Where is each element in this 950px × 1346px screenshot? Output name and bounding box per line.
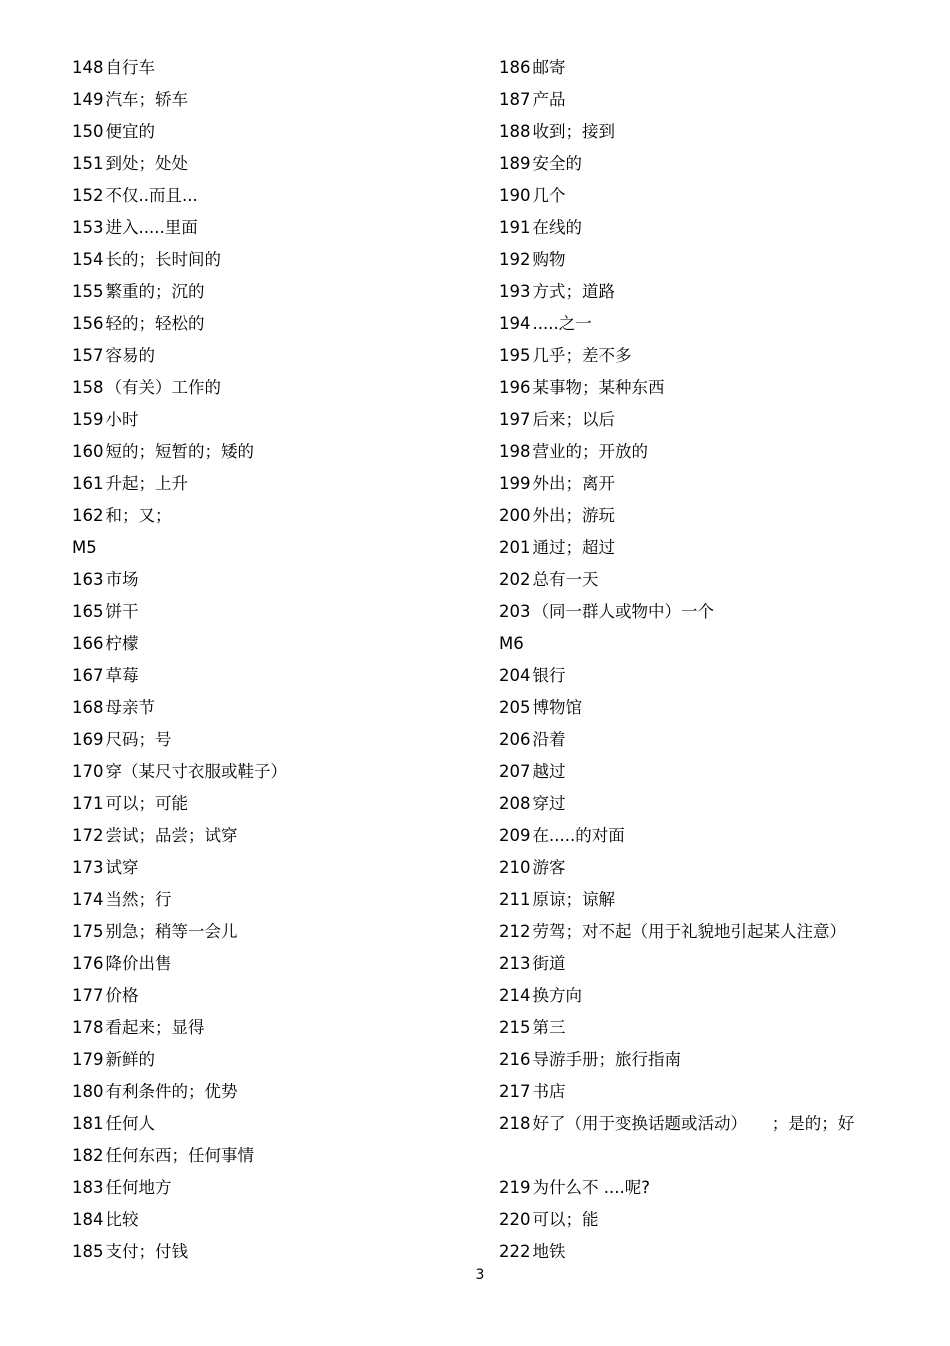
entry-meaning: 繁重的；沉的 xyxy=(105,282,205,301)
vocab-entry xyxy=(499,884,919,916)
entry-meaning: 劳驾；对不起（用于礼貌地引起某人注意） xyxy=(532,922,846,941)
vocab-entry xyxy=(72,212,472,244)
entry-number: 153 xyxy=(72,218,104,237)
vocab-entry xyxy=(72,116,472,148)
vocab-entry xyxy=(499,308,919,340)
entry-number: 160 xyxy=(72,442,104,461)
vocab-entry xyxy=(499,1204,919,1236)
entry-number: 175 xyxy=(72,922,104,941)
entry-meaning: 别急；稍等一会儿 xyxy=(105,922,238,941)
entry-meaning: 几乎；差不多 xyxy=(532,346,632,365)
entry-number: 172 xyxy=(72,826,104,845)
entry-meaning: 第三 xyxy=(532,1018,566,1037)
vocab-entry xyxy=(72,916,472,948)
entry-number: 189 xyxy=(499,154,531,173)
entry-meaning: 支付；付钱 xyxy=(105,1242,188,1261)
entry-number: 212 xyxy=(499,922,531,941)
entry-meaning: 看起来；显得 xyxy=(105,1018,205,1037)
entry-meaning: 邮寄 xyxy=(532,58,566,77)
entry-meaning: 到处；处处 xyxy=(105,154,188,173)
left-column xyxy=(72,52,472,1268)
vocab-entry xyxy=(499,820,919,852)
entry-number: 195 xyxy=(499,346,531,365)
entry-meaning: 汽车；轿车 xyxy=(105,90,188,109)
entry-meaning: 母亲节 xyxy=(105,698,155,717)
entry-meaning: 沿着 xyxy=(532,730,566,749)
entry-meaning: 几个 xyxy=(532,186,566,205)
entry-number: M5 xyxy=(72,538,97,557)
entry-meaning: 便宜的 xyxy=(105,122,155,141)
entry-meaning: 原谅；谅解 xyxy=(532,890,615,909)
entry-number: 168 xyxy=(72,698,104,717)
entry-number: 205 xyxy=(499,698,531,717)
entry-number: 218 xyxy=(499,1114,531,1133)
entry-number: 187 xyxy=(499,90,531,109)
entry-number: 162 xyxy=(72,506,104,525)
entry-number: 156 xyxy=(72,314,104,333)
entry-number: 201 xyxy=(499,538,531,557)
vocab-entry xyxy=(72,532,472,564)
entry-meaning: 草莓 xyxy=(105,666,139,685)
entry-number: 216 xyxy=(499,1050,531,1069)
entry-number: 206 xyxy=(499,730,531,749)
entry-number: 200 xyxy=(499,506,531,525)
vocab-entry xyxy=(499,1236,919,1268)
entry-number: 188 xyxy=(499,122,531,141)
entry-number: 149 xyxy=(72,90,104,109)
vocab-entry xyxy=(499,372,919,404)
entry-number: M6 xyxy=(499,634,524,653)
vocab-entry xyxy=(72,276,472,308)
vocab-entry xyxy=(499,276,919,308)
entry-meaning: 尝试；品尝；试穿 xyxy=(105,826,238,845)
vocab-entry xyxy=(499,788,919,820)
vocab-entry xyxy=(72,1076,472,1108)
entry-number: 219 xyxy=(499,1178,531,1197)
entry-number: 194 xyxy=(499,314,531,333)
entry-meaning: 营业的；开放的 xyxy=(532,442,648,461)
entry-meaning: 长的；长时间的 xyxy=(105,250,221,269)
entry-number: 183 xyxy=(72,1178,104,1197)
entry-number: 152 xyxy=(72,186,104,205)
entry-number: 178 xyxy=(72,1018,104,1037)
vocab-entry xyxy=(499,1140,919,1172)
vocab-entry xyxy=(499,52,919,84)
entry-meaning: 短的；短暂的；矮的 xyxy=(105,442,254,461)
entry-number: 173 xyxy=(72,858,104,877)
entry-number: 185 xyxy=(72,1242,104,1261)
entry-number: 158 xyxy=(72,378,104,397)
vocab-entry xyxy=(72,788,472,820)
vocab-entry xyxy=(499,916,919,948)
entry-number: 157 xyxy=(72,346,104,365)
vocab-entry xyxy=(499,148,919,180)
vocab-entry xyxy=(499,948,919,980)
entry-number: 182 xyxy=(72,1146,104,1165)
entry-number: 170 xyxy=(72,762,104,781)
vocab-entry xyxy=(72,1140,472,1172)
vocab-entry xyxy=(499,756,919,788)
entry-meaning: 产品 xyxy=(532,90,566,109)
entry-meaning: 好了（用于变换话题或活动） ；是的；好 xyxy=(532,1114,855,1133)
entry-meaning: 降价出售 xyxy=(105,954,172,973)
entry-meaning: 容易的 xyxy=(105,346,155,365)
vocab-entry xyxy=(499,852,919,884)
entry-meaning: 可以；能 xyxy=(532,1210,599,1229)
entry-number: 210 xyxy=(499,858,531,877)
entry-number: 166 xyxy=(72,634,104,653)
vocab-entry xyxy=(72,436,472,468)
vocab-entry xyxy=(72,148,472,180)
entry-meaning: 尺码；号 xyxy=(105,730,172,749)
vocab-entry xyxy=(72,852,472,884)
vocab-entry xyxy=(499,980,919,1012)
vocab-entry xyxy=(72,52,472,84)
vocab-entry xyxy=(72,1236,472,1268)
entry-meaning: 游客 xyxy=(532,858,566,877)
entry-meaning: （同一群人或物中）一个 xyxy=(532,602,714,621)
vocab-entry xyxy=(499,1012,919,1044)
vocab-entry xyxy=(499,628,919,660)
entry-number: 177 xyxy=(72,986,104,1005)
entry-number: 169 xyxy=(72,730,104,749)
entry-meaning: 任何人 xyxy=(105,1114,155,1133)
entry-meaning: 当然；行 xyxy=(105,890,172,909)
vocab-entry xyxy=(72,500,472,532)
entry-meaning: 穿过 xyxy=(532,794,566,813)
entry-number: 217 xyxy=(499,1082,531,1101)
entry-number: 179 xyxy=(72,1050,104,1069)
entry-meaning: 某事物；某种东西 xyxy=(532,378,665,397)
vocab-entry xyxy=(499,340,919,372)
entry-number: 214 xyxy=(499,986,531,1005)
entry-meaning: 价格 xyxy=(105,986,139,1005)
entry-meaning: 购物 xyxy=(532,250,566,269)
vocab-entry xyxy=(499,692,919,724)
entry-meaning: 收到；接到 xyxy=(532,122,615,141)
vocab-entry xyxy=(72,756,472,788)
entry-meaning: 方式；道路 xyxy=(532,282,615,301)
entry-number: 186 xyxy=(499,58,531,77)
entry-meaning: 换方向 xyxy=(532,986,582,1005)
entry-number: 154 xyxy=(72,250,104,269)
vocab-entry xyxy=(72,244,472,276)
entry-number: 208 xyxy=(499,794,531,813)
entry-number: 192 xyxy=(499,250,531,269)
entry-meaning: 试穿 xyxy=(105,858,139,877)
entry-number: 167 xyxy=(72,666,104,685)
entry-meaning: 为什么不 ....呢? xyxy=(532,1178,650,1197)
vocab-entry xyxy=(72,180,472,212)
vocab-entry xyxy=(499,1172,919,1204)
entry-number: 155 xyxy=(72,282,104,301)
entry-meaning: 导游手册；旅行指南 xyxy=(532,1050,681,1069)
entry-meaning: 书店 xyxy=(532,1082,566,1101)
entry-number: 215 xyxy=(499,1018,531,1037)
entry-number: 176 xyxy=(72,954,104,973)
entry-number: 161 xyxy=(72,474,104,493)
entry-meaning: 小时 xyxy=(105,410,139,429)
entry-number: 202 xyxy=(499,570,531,589)
vocab-entry xyxy=(72,404,472,436)
entry-meaning: 总有一天 xyxy=(532,570,599,589)
entry-meaning: 有利条件的；优势 xyxy=(105,1082,238,1101)
entry-number: 211 xyxy=(499,890,531,909)
entry-number: 204 xyxy=(499,666,531,685)
entry-number: 203 xyxy=(499,602,531,621)
entry-meaning: 外出；游玩 xyxy=(532,506,615,525)
entry-meaning: 不仅..而且... xyxy=(105,186,198,205)
entry-number: 196 xyxy=(499,378,531,397)
vocab-entry xyxy=(72,660,472,692)
entry-meaning: 任何地方 xyxy=(105,1178,172,1197)
entry-meaning: 任何东西；任何事情 xyxy=(105,1146,254,1165)
vocab-entry xyxy=(72,692,472,724)
entry-number: 191 xyxy=(499,218,531,237)
entry-meaning: 进入.....里面 xyxy=(105,218,198,237)
entry-meaning: 越过 xyxy=(532,762,566,781)
entry-meaning: （有关）工作的 xyxy=(105,378,221,397)
right-column xyxy=(499,52,919,1268)
entry-number: 181 xyxy=(72,1114,104,1133)
entry-meaning: 升起；上升 xyxy=(105,474,188,493)
vocab-entry xyxy=(499,436,919,468)
entry-number: 209 xyxy=(499,826,531,845)
entry-number: 165 xyxy=(72,602,104,621)
vocab-entry xyxy=(499,180,919,212)
vocab-entry xyxy=(72,820,472,852)
vocab-entry xyxy=(499,84,919,116)
vocab-entry xyxy=(499,500,919,532)
entry-meaning: .....之一 xyxy=(532,314,592,333)
vocab-entry xyxy=(72,884,472,916)
entry-meaning: 博物馆 xyxy=(532,698,582,717)
vocab-entry xyxy=(499,724,919,756)
vocab-entry xyxy=(72,596,472,628)
entry-number: 190 xyxy=(499,186,531,205)
vocab-entry xyxy=(72,1012,472,1044)
entry-meaning: 轻的；轻松的 xyxy=(105,314,205,333)
vocab-entry xyxy=(72,628,472,660)
entry-number: 171 xyxy=(72,794,104,813)
entry-meaning: 可以；可能 xyxy=(105,794,188,813)
vocab-entry xyxy=(72,1204,472,1236)
vocab-entry xyxy=(499,116,919,148)
entry-meaning: 安全的 xyxy=(532,154,582,173)
entry-number: 222 xyxy=(499,1242,531,1261)
vocab-entry xyxy=(499,564,919,596)
entry-meaning: 新鲜的 xyxy=(105,1050,155,1069)
entry-number: 180 xyxy=(72,1082,104,1101)
vocab-entry xyxy=(72,564,472,596)
entry-number: 163 xyxy=(72,570,104,589)
vocab-entry xyxy=(499,1076,919,1108)
entry-meaning: 柠檬 xyxy=(105,634,139,653)
entry-meaning: 通过；超过 xyxy=(532,538,615,557)
entry-number: 150 xyxy=(72,122,104,141)
vocab-entry xyxy=(72,84,472,116)
entry-meaning: 外出；离开 xyxy=(532,474,615,493)
entry-number: 148 xyxy=(72,58,104,77)
vocab-entry xyxy=(72,1172,472,1204)
vocab-entry xyxy=(499,532,919,564)
vocab-entry xyxy=(499,660,919,692)
vocab-entry xyxy=(72,372,472,404)
entry-meaning: 饼干 xyxy=(105,602,139,621)
entry-meaning: 在线的 xyxy=(532,218,582,237)
vocab-entry xyxy=(499,404,919,436)
vocab-entry xyxy=(72,308,472,340)
entry-number: 207 xyxy=(499,762,531,781)
entry-number: 220 xyxy=(499,1210,531,1229)
entry-meaning: 和；又； xyxy=(105,506,172,525)
entry-number: 198 xyxy=(499,442,531,461)
entry-number: 199 xyxy=(499,474,531,493)
vocab-entry xyxy=(72,1044,472,1076)
vocab-entry xyxy=(499,1108,919,1140)
entry-number: 174 xyxy=(72,890,104,909)
vocab-entry xyxy=(499,1044,919,1076)
entry-meaning: 后来；以后 xyxy=(532,410,615,429)
vocab-entry xyxy=(72,340,472,372)
entry-meaning: 银行 xyxy=(532,666,566,685)
vocab-entry xyxy=(72,980,472,1012)
vocab-entry xyxy=(499,244,919,276)
vocab-entry xyxy=(499,212,919,244)
entry-meaning: 比较 xyxy=(105,1210,139,1229)
entry-meaning: 自行车 xyxy=(105,58,155,77)
entry-number: 159 xyxy=(72,410,104,429)
entry-meaning: 地铁 xyxy=(532,1242,566,1261)
entry-meaning: 市场 xyxy=(105,570,139,589)
page-number: 3 xyxy=(475,1267,485,1283)
entry-number: 197 xyxy=(499,410,531,429)
entry-number: 184 xyxy=(72,1210,104,1229)
vocab-entry xyxy=(499,596,919,628)
entry-number: 151 xyxy=(72,154,104,173)
vocab-entry xyxy=(499,468,919,500)
vocab-entry xyxy=(72,468,472,500)
vocab-entry xyxy=(72,948,472,980)
entry-meaning: 穿（某尺寸衣服或鞋子） xyxy=(105,762,287,781)
entry-meaning: 在.....的对面 xyxy=(532,826,625,845)
entry-meaning: 街道 xyxy=(532,954,566,973)
entry-number: 213 xyxy=(499,954,531,973)
vocab-entry xyxy=(72,724,472,756)
entry-number: 193 xyxy=(499,282,531,301)
vocab-entry xyxy=(72,1108,472,1140)
